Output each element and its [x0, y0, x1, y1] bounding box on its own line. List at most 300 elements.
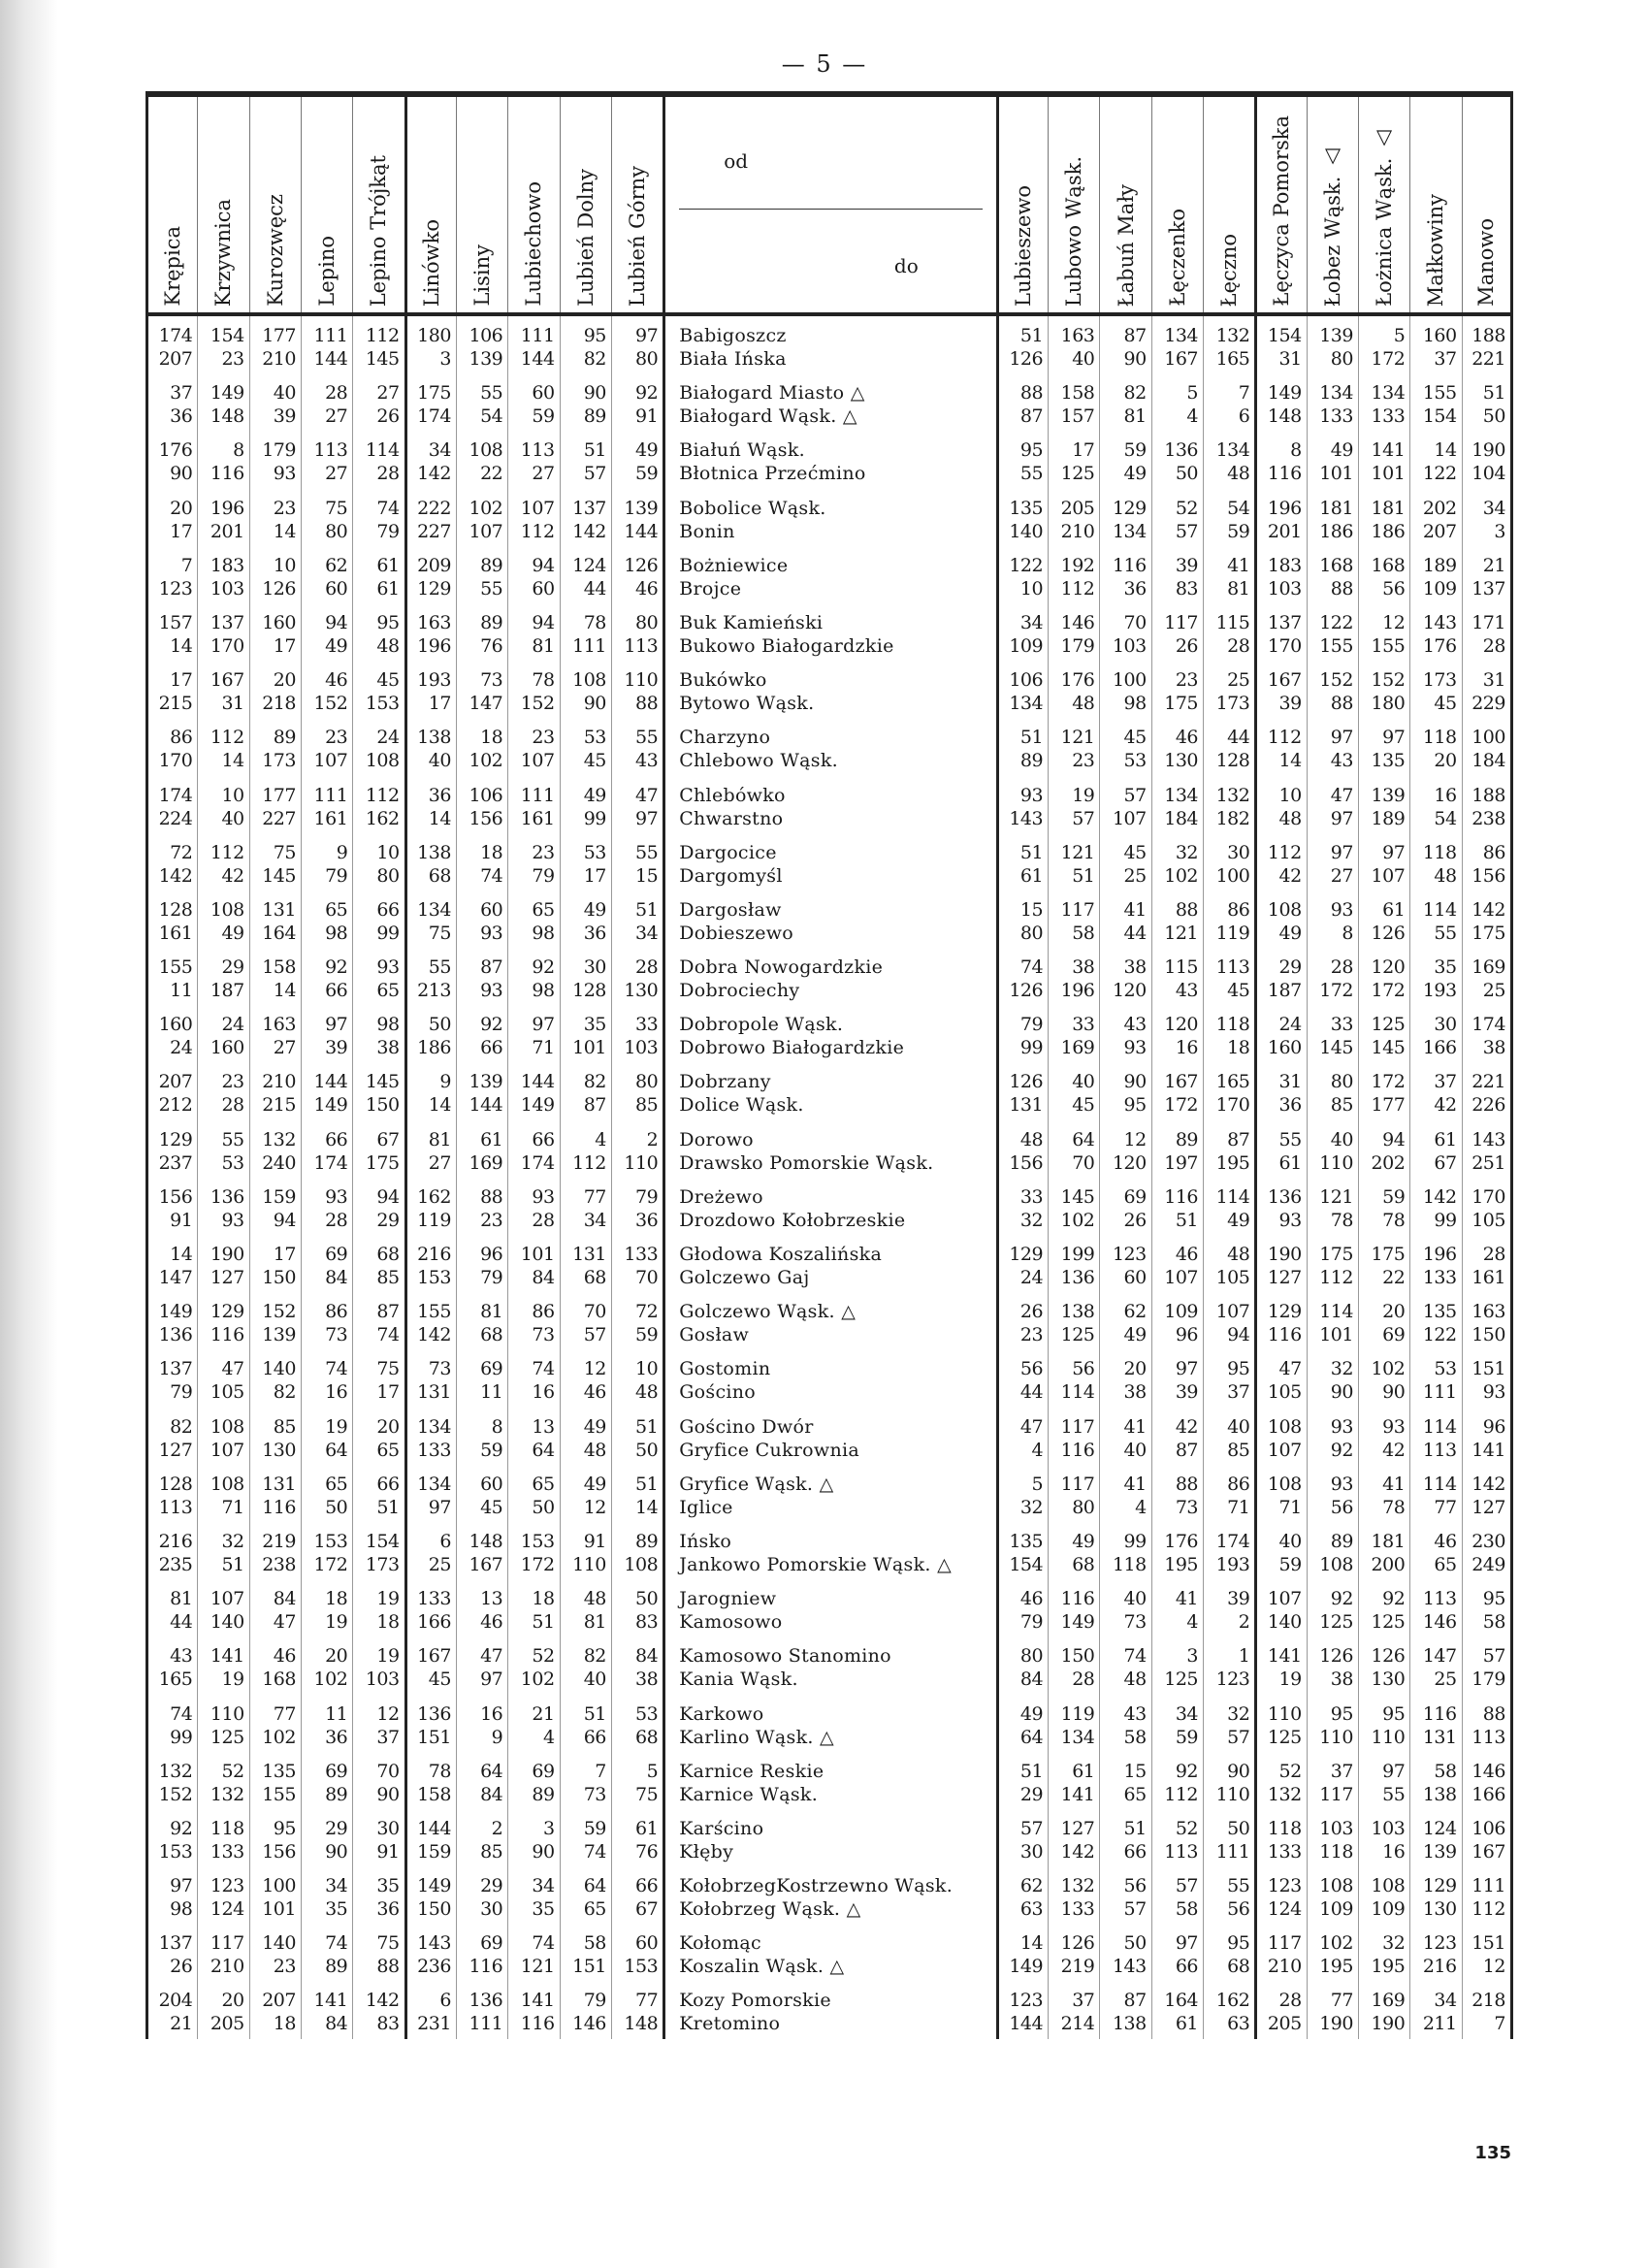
distance-cell: 49: [1123, 1324, 1147, 1346]
distance-cell: 15: [1019, 898, 1044, 921]
distance-cell: 49: [583, 1473, 606, 1495]
distance-cell: 210: [262, 348, 296, 370]
distance-cell: 108: [210, 1473, 244, 1495]
distance-cell: 61: [1175, 2013, 1199, 2035]
distance-cell: 79: [1019, 1611, 1044, 1634]
row-pair: [1410, 373, 1461, 431]
distance-cell: 37: [1434, 1071, 1457, 1093]
distance-cell: 156: [262, 1840, 296, 1863]
station-name: Dargomyśl: [679, 864, 783, 887]
distance-cell: 74: [1123, 1645, 1147, 1668]
distance-cell: 87: [1227, 1128, 1250, 1150]
row-pair: [1049, 1579, 1099, 1636]
row-pair: [407, 718, 456, 775]
row-pair: [561, 489, 611, 546]
row-pair: [665, 1809, 996, 1866]
row-pair: [148, 776, 197, 833]
row-pair: [561, 1062, 611, 1119]
distance-cell: 134: [1371, 382, 1406, 405]
row-pair: [1152, 373, 1203, 431]
row-pair: [1152, 1408, 1203, 1465]
row-pair: [508, 1695, 559, 1752]
distance-cell: 93: [221, 1209, 244, 1231]
row-pair: [1308, 1522, 1358, 1579]
row-pair: [302, 1809, 352, 1866]
distance-cell: 99: [376, 922, 400, 944]
row-pair: [1257, 1408, 1306, 1465]
distance-cell: 16: [1382, 1840, 1406, 1863]
row-pair: [508, 1408, 559, 1465]
distance-cell: 126: [1060, 1932, 1095, 1955]
distance-cell: 143: [1471, 1128, 1505, 1150]
row-pair: [1204, 546, 1254, 603]
distance-cell: 90: [532, 1840, 555, 1863]
distance-cell: 97: [170, 1875, 193, 1897]
distance-cell: 144: [417, 1817, 451, 1839]
distance-cell: 25: [1434, 1669, 1457, 1691]
distance-cell: 182: [1215, 807, 1250, 829]
distance-cell: 112: [365, 784, 400, 806]
distance-cell: 124: [1267, 1898, 1302, 1921]
distance-cell: 23: [221, 348, 244, 370]
distance-cell: 108: [210, 1415, 244, 1438]
distance-cell: 28: [1330, 956, 1353, 979]
row-pair: [612, 1178, 663, 1235]
distance-cell: 26: [376, 405, 400, 428]
od-do-corner-header: [663, 97, 996, 312]
row-pair: [353, 489, 404, 546]
column-header-label: Lepino: [315, 236, 340, 307]
station-name: Karkowo: [679, 1702, 764, 1725]
distance-cell: 69: [325, 1244, 348, 1265]
row-pair: [302, 1695, 352, 1752]
distance-cell: 149: [417, 1875, 451, 1897]
row-pair: [457, 718, 507, 775]
row-pair: [250, 546, 301, 603]
distance-cell: 56: [1072, 1358, 1095, 1380]
distance-cell: 14: [170, 1244, 193, 1265]
distance-cell: 93: [1123, 1037, 1147, 1059]
station-name: Buk Kamieński: [679, 611, 824, 633]
distance-cell: 73: [583, 1783, 606, 1805]
distance-cell: 44: [170, 1611, 193, 1634]
distance-cell: 181: [1319, 497, 1353, 519]
distance-cell: 199: [1060, 1244, 1095, 1265]
distance-cell: 74: [325, 1932, 348, 1955]
distance-cell: 31: [1278, 1071, 1302, 1093]
distance-cell: 42: [1434, 1094, 1457, 1117]
row-pair: [250, 1292, 301, 1349]
distance-cell: 238: [262, 1553, 296, 1575]
distance-cell: 216: [1422, 1956, 1457, 1978]
row-pair: [612, 776, 663, 833]
distance-cell: 149: [520, 1094, 555, 1117]
distance-cell: 38: [376, 1037, 400, 1059]
row-pair: [1463, 1005, 1510, 1062]
station-name: Bobolice Wąsk.: [679, 497, 826, 519]
distance-cell: 112: [210, 727, 244, 749]
distance-cell: 140: [210, 1611, 244, 1634]
distance-cell: 77: [1330, 1990, 1353, 2012]
distance-cell: 57: [1175, 1875, 1199, 1897]
distance-cell: 110: [1267, 1702, 1302, 1725]
row-pair: [1152, 1005, 1203, 1062]
distance-cell: 125: [1371, 1014, 1406, 1036]
row-pair: [561, 1235, 611, 1292]
distance-cell: 64: [325, 1439, 348, 1461]
row-pair: [353, 546, 404, 603]
distance-cell: 155: [417, 1301, 451, 1323]
distance-cell: 149: [1060, 1611, 1095, 1634]
distance-cell: 20: [170, 497, 193, 519]
distance-cell: 46: [1175, 727, 1199, 749]
row-pair: [198, 1235, 248, 1292]
station-name: Golczewo Wąsk. △: [679, 1301, 857, 1323]
distance-column: [1203, 316, 1254, 2039]
row-pair: [407, 431, 456, 488]
distance-cell: 26: [1123, 1209, 1147, 1231]
distance-cell: 150: [262, 1267, 296, 1288]
distance-cell: 37: [1227, 1381, 1250, 1404]
distance-cell: 173: [365, 1553, 400, 1575]
distance-cell: 131: [1422, 1726, 1457, 1748]
row-pair: [302, 718, 352, 775]
row-pair: [561, 1465, 611, 1522]
row-pair: [1359, 316, 1409, 373]
row-pair: [250, 373, 301, 431]
column-header-label: Lubień Górny: [626, 165, 649, 307]
column-header: [996, 97, 1048, 312]
distance-cell: 144: [313, 1071, 348, 1093]
distance-cell: 42: [1382, 1439, 1406, 1461]
distance-cell: 93: [532, 1185, 555, 1208]
row-pair: [1410, 1695, 1461, 1752]
distance-cell: 74: [376, 1324, 400, 1346]
distance-cell: 61: [1278, 1151, 1302, 1174]
distance-cell: 103: [210, 577, 244, 599]
row-pair: [353, 1178, 404, 1235]
row-pair: [302, 1636, 352, 1694]
distance-cell: 18: [376, 1611, 400, 1634]
distance-cell: 60: [532, 382, 555, 405]
distance-cell: 41: [1227, 554, 1250, 576]
distance-cell: 46: [273, 1645, 296, 1668]
row-pair: [353, 603, 404, 661]
station-name: Bukówko: [679, 669, 767, 692]
distance-cell: 51: [583, 1702, 606, 1725]
distance-cell: 128: [158, 898, 193, 921]
distance-cell: 175: [1471, 922, 1505, 944]
row-pair: [457, 373, 507, 431]
distance-cell: 92: [480, 1014, 503, 1036]
distance-cell: 121: [1319, 1185, 1353, 1208]
distance-cell: 55: [1278, 1128, 1302, 1150]
distance-cell: 202: [1371, 1151, 1406, 1174]
distance-cell: 172: [1319, 980, 1353, 1002]
row-pair: [1308, 1235, 1358, 1292]
row-pair: [407, 1062, 456, 1119]
column-header-label: Małkowiny: [1424, 193, 1448, 307]
distance-cell: 44: [583, 577, 606, 599]
row-pair: [1410, 1292, 1461, 1349]
distance-cell: 16: [1434, 784, 1457, 806]
distance-cell: 23: [221, 1071, 244, 1093]
distance-cell: 123: [1215, 1669, 1250, 1691]
row-pair: [665, 661, 996, 718]
row-pair: [407, 833, 456, 891]
row-pair: [457, 1981, 507, 2038]
distance-cell: 73: [325, 1324, 348, 1346]
distance-cell: 134: [417, 898, 451, 921]
distance-cell: 24: [221, 1014, 244, 1036]
distance-cell: 103: [1112, 634, 1147, 657]
distance-cell: 97: [1382, 1760, 1406, 1782]
row-pair: [508, 1752, 559, 1809]
distance-cell: 65: [1123, 1783, 1147, 1805]
distance-cell: 115: [1215, 611, 1250, 633]
distance-cell: 69: [532, 1760, 555, 1782]
distance-cell: 145: [262, 864, 296, 887]
distance-cell: 121: [1164, 922, 1199, 944]
distance-cell: 135: [1009, 1530, 1044, 1552]
distance-cell: 47: [273, 1611, 296, 1634]
distance-cell: 154: [210, 325, 244, 346]
row-pair: [457, 1349, 507, 1407]
distance-cell: 98: [532, 922, 555, 944]
distance-cell: 7: [180, 554, 193, 576]
distance-cell: 19: [376, 1645, 400, 1668]
distance-cell: 146: [1422, 1611, 1457, 1634]
distance-cell: 137: [158, 1932, 193, 1955]
distance-cell: 36: [1123, 577, 1147, 599]
distance-cell: 34: [532, 1875, 555, 1897]
distance-cell: 4: [595, 1128, 606, 1150]
distance-cell: 28: [1072, 1669, 1095, 1691]
row-pair: [665, 1292, 996, 1349]
distance-cell: 126: [624, 554, 659, 576]
row-pair: [1410, 316, 1461, 373]
row-pair: [1152, 316, 1203, 373]
distance-cell: 152: [1319, 669, 1353, 692]
distance-cell: 89: [480, 554, 503, 576]
distance-cell: 4: [1031, 1439, 1044, 1461]
distance-cell: 85: [480, 1840, 503, 1863]
row-pair: [1049, 718, 1099, 775]
station-name: Białuń Wąsk.: [679, 439, 805, 462]
distance-cell: 142: [1471, 1473, 1505, 1495]
distance-cell: 45: [1123, 841, 1147, 863]
distance-cell: 86: [1227, 1473, 1250, 1495]
distance-cell: 7: [1494, 2013, 1505, 2035]
distance-cell: 48: [1434, 864, 1457, 887]
distance-cell: 77: [635, 1990, 659, 2012]
row-pair: [1410, 1005, 1461, 1062]
distance-cell: 175: [417, 382, 451, 405]
distance-cell: 126: [1009, 980, 1044, 1002]
distance-cell: 76: [635, 1840, 659, 1863]
row-pair: [353, 1120, 404, 1178]
distance-cell: 175: [1319, 1244, 1353, 1265]
row-pair: [1204, 1408, 1254, 1465]
row-pair: [250, 1120, 301, 1178]
distance-cell: 59: [1123, 439, 1147, 462]
row-pair: [1257, 1924, 1306, 1981]
distance-cell: 52: [221, 1760, 244, 1782]
distance-cell: 123: [158, 577, 193, 599]
distance-cell: 89: [1175, 1128, 1199, 1150]
row-pair: [1049, 1695, 1099, 1752]
distance-cell: 45: [1123, 727, 1147, 749]
row-pair: [1152, 661, 1203, 718]
row-pair: [999, 1292, 1048, 1349]
distance-cell: 9: [336, 841, 348, 863]
column-header: [560, 97, 611, 312]
distance-cell: 156: [469, 807, 503, 829]
distance-cell: 56: [1382, 577, 1406, 599]
distance-cell: 58: [1123, 1726, 1147, 1748]
distance-cell: 176: [1164, 1530, 1199, 1552]
distance-cell: 174: [313, 1151, 348, 1174]
row-pair: [1359, 1062, 1409, 1119]
row-pair: [1100, 1636, 1150, 1694]
row-pair: [999, 1809, 1048, 1866]
distance-cell: 134: [1215, 439, 1250, 462]
row-pair: [612, 1292, 663, 1349]
distance-cell: 85: [635, 1094, 659, 1117]
distance-cell: 30: [376, 1817, 400, 1839]
row-pair: [1410, 1752, 1461, 1809]
distance-cell: 111: [1471, 1875, 1505, 1897]
distance-cell: 51: [1019, 1760, 1044, 1782]
distance-cell: 108: [365, 750, 400, 772]
station-name: Babigoszcz: [679, 325, 787, 346]
distance-cell: 107: [1267, 1588, 1302, 1610]
row-pair: [198, 489, 248, 546]
distance-column: [1307, 316, 1358, 2039]
distance-cell: 26: [1175, 634, 1199, 657]
column-header: [352, 97, 404, 312]
distance-cell: 66: [583, 1726, 606, 1748]
distance-cell: 133: [210, 1840, 244, 1863]
row-pair: [508, 1809, 559, 1866]
distance-cell: 111: [1215, 1840, 1250, 1863]
distance-cell: 196: [417, 634, 451, 657]
distance-cell: 12: [1382, 611, 1406, 633]
distance-cell: 222: [417, 497, 451, 519]
row-pair: [1049, 431, 1099, 488]
row-pair: [1463, 316, 1510, 373]
distance-column: [404, 316, 456, 2039]
distance-cell: 147: [1422, 1645, 1457, 1668]
row-pair: [1463, 1809, 1510, 1866]
distance-cell: 127: [1267, 1267, 1302, 1288]
row-pair: [1308, 1924, 1358, 1981]
distance-cell: 23: [1019, 1324, 1044, 1346]
row-pair: [407, 1579, 456, 1636]
row-pair: [457, 1292, 507, 1349]
row-pair: [1100, 833, 1150, 891]
row-pair: [1359, 1465, 1409, 1522]
distance-cell: 138: [1422, 1783, 1457, 1805]
distance-cell: 79: [635, 1185, 659, 1208]
distance-cell: 102: [520, 1669, 555, 1691]
row-pair: [148, 1924, 197, 1981]
row-pair: [302, 661, 352, 718]
row-pair: [1463, 1981, 1510, 2038]
distance-cell: 116: [1060, 1439, 1095, 1461]
station-name: Kozy Pomorskie: [679, 1990, 831, 2012]
distance-cell: 236: [417, 1956, 451, 1978]
distance-cell: 195: [1164, 1553, 1199, 1575]
distance-cell: 138: [417, 727, 451, 749]
distance-cell: 179: [1060, 634, 1095, 657]
row-pair: [1410, 603, 1461, 661]
distance-cell: 168: [1371, 554, 1406, 576]
distance-cell: 50: [532, 1496, 555, 1518]
distance-cell: 188: [1471, 784, 1505, 806]
row-pair: [148, 316, 197, 373]
distance-cell: 79: [480, 1267, 503, 1288]
row-pair: [457, 1866, 507, 1924]
distance-cell: 43: [1175, 980, 1199, 1002]
distance-cell: 147: [469, 693, 503, 715]
row-pair: [1410, 1349, 1461, 1407]
row-pair: [612, 1235, 663, 1292]
distance-cell: 43: [635, 750, 659, 772]
distance-cell: 134: [1060, 1726, 1095, 1748]
distance-cell: 61: [635, 1817, 659, 1839]
distance-cell: 140: [1267, 1611, 1302, 1634]
row-pair: [508, 489, 559, 546]
row-pair: [508, 1005, 559, 1062]
row-pair: [250, 316, 301, 373]
row-pair: [1308, 373, 1358, 431]
distance-cell: 167: [469, 1553, 503, 1575]
distance-cell: 77: [273, 1702, 296, 1725]
distance-cell: 110: [210, 1702, 244, 1725]
row-pair: [148, 661, 197, 718]
distance-cell: 210: [1267, 1956, 1302, 1978]
distance-cell: 28: [325, 1209, 348, 1231]
distance-cell: 55: [480, 382, 503, 405]
distance-cell: 71: [532, 1037, 555, 1059]
distance-cell: 113: [1422, 1588, 1457, 1610]
row-pair: [1359, 776, 1409, 833]
row-pair: [148, 1695, 197, 1752]
row-pair: [457, 489, 507, 546]
distance-cell: 61: [1434, 1128, 1457, 1150]
distance-cell: 92: [1330, 1439, 1353, 1461]
distance-cell: 154: [1267, 325, 1302, 346]
distance-cell: 103: [365, 1669, 400, 1691]
row-pair: [1152, 948, 1203, 1005]
distance-cell: 32: [1175, 841, 1199, 863]
row-pair: [302, 833, 352, 891]
distance-cell: 172: [313, 1553, 348, 1575]
distance-cell: 10: [221, 784, 244, 806]
distance-cell: 49: [583, 784, 606, 806]
row-pair: [148, 1981, 197, 2038]
distance-cell: 112: [520, 520, 555, 542]
distance-cell: 133: [417, 1588, 451, 1610]
distance-cell: 113: [1471, 1726, 1505, 1748]
distance-cell: 28: [1482, 1244, 1505, 1265]
distance-cell: 122: [1422, 463, 1457, 485]
distance-cell: 45: [583, 750, 606, 772]
distance-cell: 93: [273, 463, 296, 485]
distance-cell: 94: [376, 1185, 400, 1208]
row-pair: [1359, 661, 1409, 718]
